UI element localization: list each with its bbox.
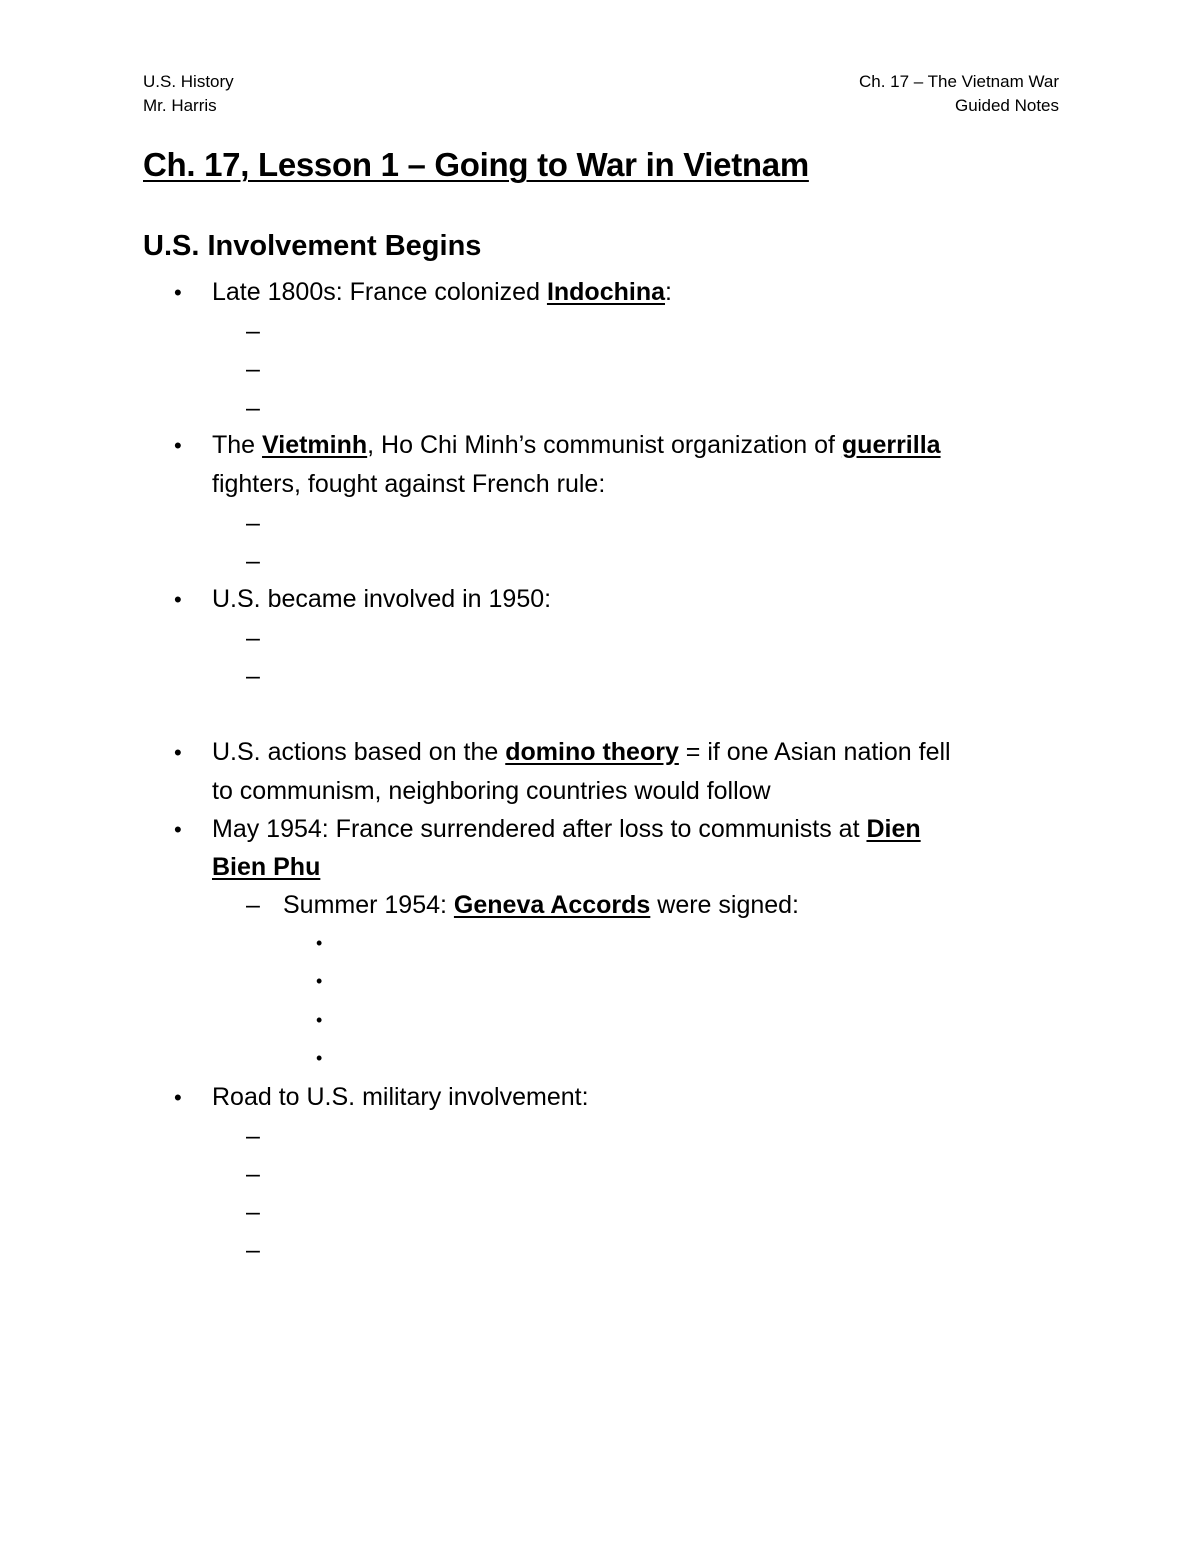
dash-marker: – — [246, 509, 260, 537]
bullet-continuation — [212, 848, 320, 886]
bullet-text: Summer 1954: — [283, 891, 454, 919]
bullet-marker: • — [174, 1085, 182, 1110]
section-heading: U.S. Involvement Begins — [143, 230, 482, 262]
term-bien-phu: Bien Phu — [212, 853, 321, 881]
bullet-text: The — [212, 431, 263, 459]
dash-marker: – — [246, 891, 260, 919]
chapter-name: Ch. 17 – The Vietnam War — [858, 72, 1059, 91]
bullet-marker: • — [174, 433, 182, 458]
bullet-domino-theory — [212, 733, 951, 771]
bullet-us-involved-1950: U.S. became involved in 1950: — [212, 585, 552, 613]
sub-bullet-marker: • — [316, 933, 323, 953]
sub-bullet-marker: • — [316, 971, 323, 991]
term-domino-theory: domino theory — [505, 738, 679, 766]
bullet-marker: • — [174, 740, 182, 765]
term-geneva-accords: Geneva Accords — [453, 891, 651, 919]
bullet-text: = if one Asian nation fell — [678, 738, 951, 766]
bullet-text: were signed: — [650, 891, 800, 919]
bullet-road-to-involvement: Road to U.S. military involvement: — [212, 1083, 589, 1111]
dash-marker: – — [246, 547, 260, 575]
bullet-continuation: fighters, fought against French rule: — [212, 470, 606, 498]
page-title: Ch. 17, Lesson 1 – Going to War in Vietnam — [143, 146, 809, 183]
bullet-marker: • — [174, 280, 182, 305]
document-type: Guided Notes — [955, 96, 1059, 115]
bullet-vietminh — [212, 426, 941, 464]
bullet-text: : — [665, 278, 672, 306]
bullet-marker: • — [174, 817, 182, 842]
term-indochina: Indochina — [546, 278, 665, 306]
dash-marker: – — [246, 317, 260, 345]
bullet-text: Late 1800s: France colonized — [212, 278, 547, 306]
dash-marker: – — [246, 394, 260, 422]
bullet-text: , Ho Chi Minh’s communist organization of — [367, 431, 842, 459]
dash-marker: – — [246, 1198, 260, 1226]
dash-marker: – — [246, 355, 260, 383]
term-dien: Dien — [866, 815, 921, 843]
header-left — [143, 70, 234, 118]
bullet-text: U.S. actions based on the — [212, 738, 506, 766]
dash-marker: – — [246, 624, 260, 652]
dash-marker: – — [246, 662, 260, 690]
bullet-indochina — [212, 273, 672, 311]
dash-marker: – — [246, 1122, 260, 1150]
course-name: U.S. History — [143, 72, 234, 91]
bullet-marker: • — [174, 587, 182, 612]
bullet-dien-bien-phu — [212, 810, 921, 848]
bullet-continuation: to communism, neighboring countries would follow — [212, 777, 771, 805]
dash-marker: – — [246, 1236, 260, 1264]
bullet-text: May 1954: France surrendered after loss to communists at — [212, 815, 867, 843]
term-vietminh: Vietminh — [262, 431, 368, 459]
sub-bullet-marker: • — [316, 1048, 323, 1068]
header-right — [859, 70, 1059, 118]
teacher-name: Mr. Harris — [143, 96, 217, 115]
sub-bullet-geneva-accords — [283, 886, 799, 924]
sub-bullet-marker: • — [316, 1010, 323, 1030]
dash-marker: – — [246, 1160, 260, 1188]
term-guerrilla: guerrilla — [841, 431, 941, 459]
